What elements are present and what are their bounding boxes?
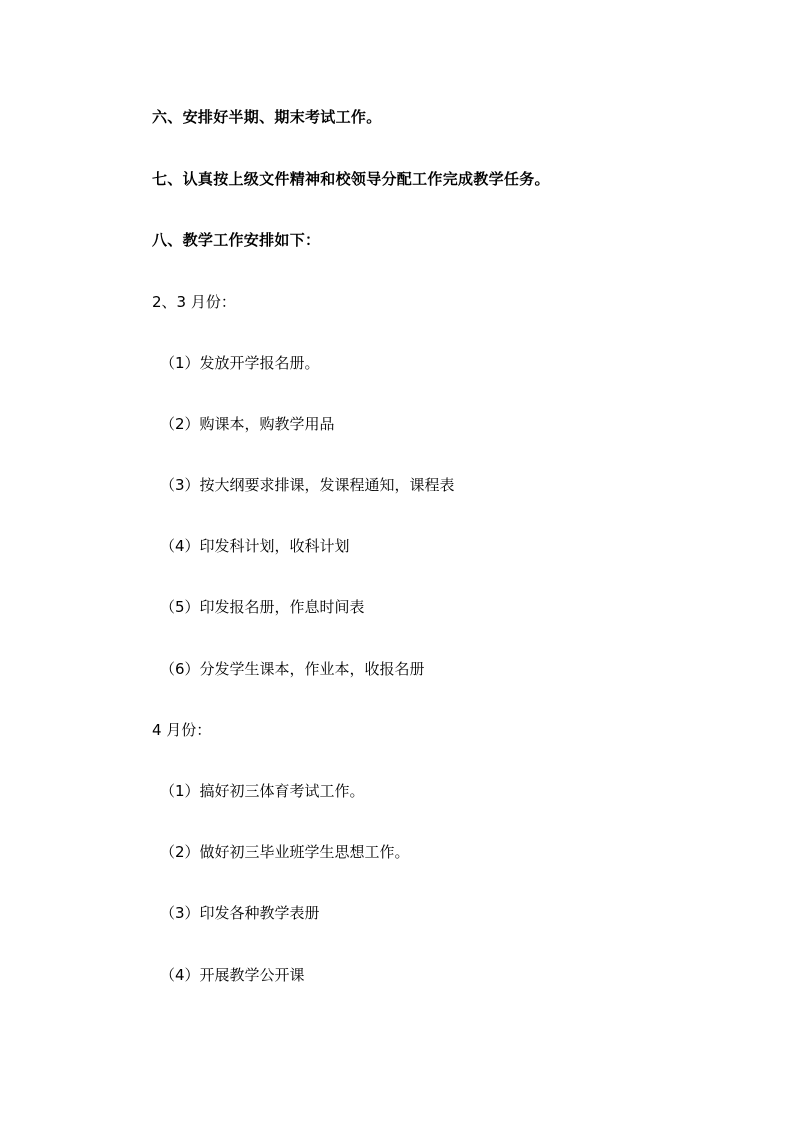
heading-six: 六、安排好半期、期末考试工作。 <box>152 108 382 126</box>
list-item: （2）购课本，购教学用品 <box>160 415 335 433</box>
section-title-feb-mar: 2、3 月份： <box>152 293 236 311</box>
heading-eight: 八、教学工作安排如下： <box>152 231 321 249</box>
list-item: （2）做好初三毕业班学生思想工作。 <box>160 843 410 861</box>
list-item: （6）分发学生课本，作业本，收报名册 <box>160 660 425 678</box>
list-item: （1）搞好初三体育考试工作。 <box>160 782 365 800</box>
heading-seven: 七、认真按上级文件精神和校领导分配工作完成教学任务。 <box>152 170 550 188</box>
section-title-apr: 4 月份： <box>152 721 212 739</box>
list-item: （3）印发各种教学表册 <box>160 904 320 922</box>
list-item: （4）印发科计划，收科计划 <box>160 537 350 555</box>
list-item: （4）开展教学公开课 <box>160 966 305 984</box>
list-item: （3）按大纲要求排课，发课程通知，课程表 <box>160 476 455 494</box>
list-item: （5）印发报名册，作息时间表 <box>160 598 365 616</box>
list-item: （1）发放开学报名册。 <box>160 354 320 372</box>
